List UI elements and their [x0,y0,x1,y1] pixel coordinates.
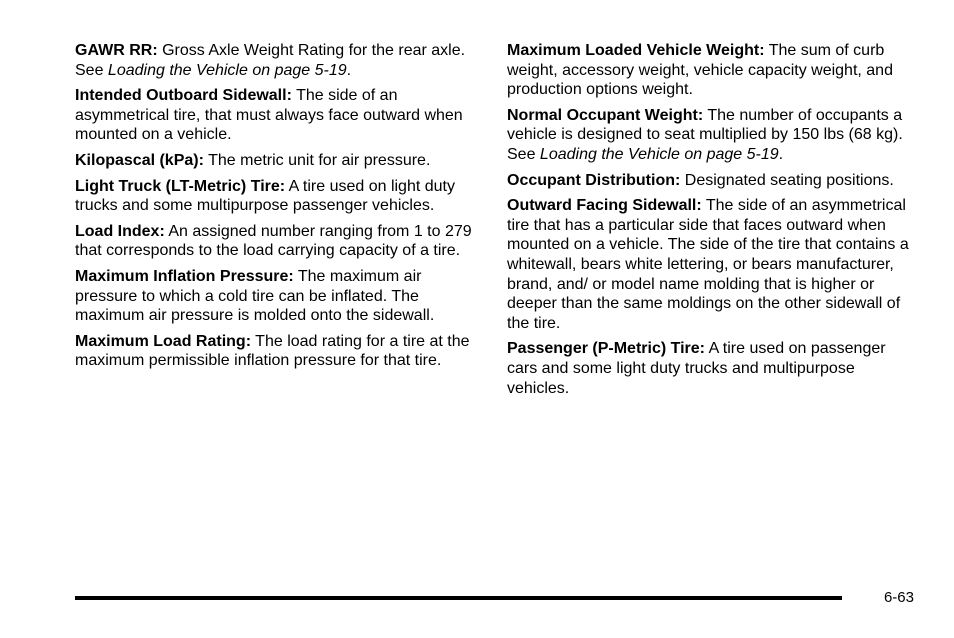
glossary-entry [75,177,477,216]
glossary-definition: The side of an asymmetrical tire that has a particular side that faces outward when mounted on a vehicle. The side of the tire that contains a whitewall, bears white lettering, or bears manufacturer, brand, and/ or model name molding that is higher or deeper than the same moldings on the other sidewall of the tire. [507,197,909,332]
glossary-term: Maximum Load Rating : [75,333,251,350]
glossary-term: Intended Outboard Sidewall : [75,87,292,104]
glossary-entry [75,267,477,326]
glossary-definition: The metric unit for air pressure. [208,151,431,169]
glossary-definition: The number of occupants a vehicle is designed to seat multiplied by 150 lbs (68 kg). See [507,106,903,163]
cross-reference-link[interactable]: Loading the Vehicle on page 5-19 [107,61,347,79]
left-column [75,41,477,377]
right-column [507,41,909,404]
definition-tail: . [346,61,352,79]
glossary-definition: A tire used on passenger cars and some light duty trucks and multipurpose vehicles. [507,340,886,397]
glossary-term: Maximum Inflation Pressure : [75,268,294,285]
glossary-entry [75,151,477,171]
glossary-entry [75,332,477,371]
definition-tail: . [778,145,784,163]
glossary-definition: The load rating for a tire at the maximum permissible inflation pressure for that tire. [75,332,470,370]
glossary-entry [507,106,909,165]
glossary-definition: Designated seating positions. [684,171,894,189]
glossary-entry [507,171,909,191]
glossary-entry [507,41,909,100]
glossary-definition: Gross Axle Weight Rating for the rear axle. See [75,42,466,79]
glossary-definition: The maximum air pressure to which a cold tire can be inflated. The maximum air pressure is molded onto the sidewall. [75,267,435,325]
glossary-definition: A tire used on light duty trucks and some multipurpose passenger vehicles. [75,177,455,215]
glossary-entry [507,196,909,333]
glossary-term: Outward Facing Sidewall : [507,197,702,214]
footer-rule [75,596,842,600]
glossary-entry [75,222,477,261]
glossary-term: Passenger (P-Metric) Tire : [507,340,705,357]
glossary-term: GAWR RR : [75,42,158,59]
glossary-definition: An assigned number ranging from 1 to 279 that corresponds to the load carrying capacity of a tire. [75,222,472,260]
glossary-term: Normal Occupant Weight : [507,107,703,124]
glossary-term: Light Truck (LT-Metric) Tire : [75,178,285,195]
glossary-definition: The sum of curb weight, accessory weight, vehicle capacity weight, and production options weight. [507,42,893,99]
glossary-term: Occupant Distribution : [507,172,680,189]
glossary-term: Kilopascal (kPa) : [75,152,204,169]
glossary-entry [75,86,477,145]
page-number: 6-63 [883,589,914,606]
glossary-entry [75,41,477,80]
glossary-definition: The side of an asymmetrical tire, that must always face outward when mounted on a vehicle. [75,87,463,144]
glossary-term: Load Index : [75,223,165,240]
glossary-entry [507,339,909,398]
glossary-term: Maximum Loaded Vehicle Weight : [507,42,765,59]
cross-reference-link[interactable]: Loading the Vehicle on page 5-19 [539,145,779,163]
